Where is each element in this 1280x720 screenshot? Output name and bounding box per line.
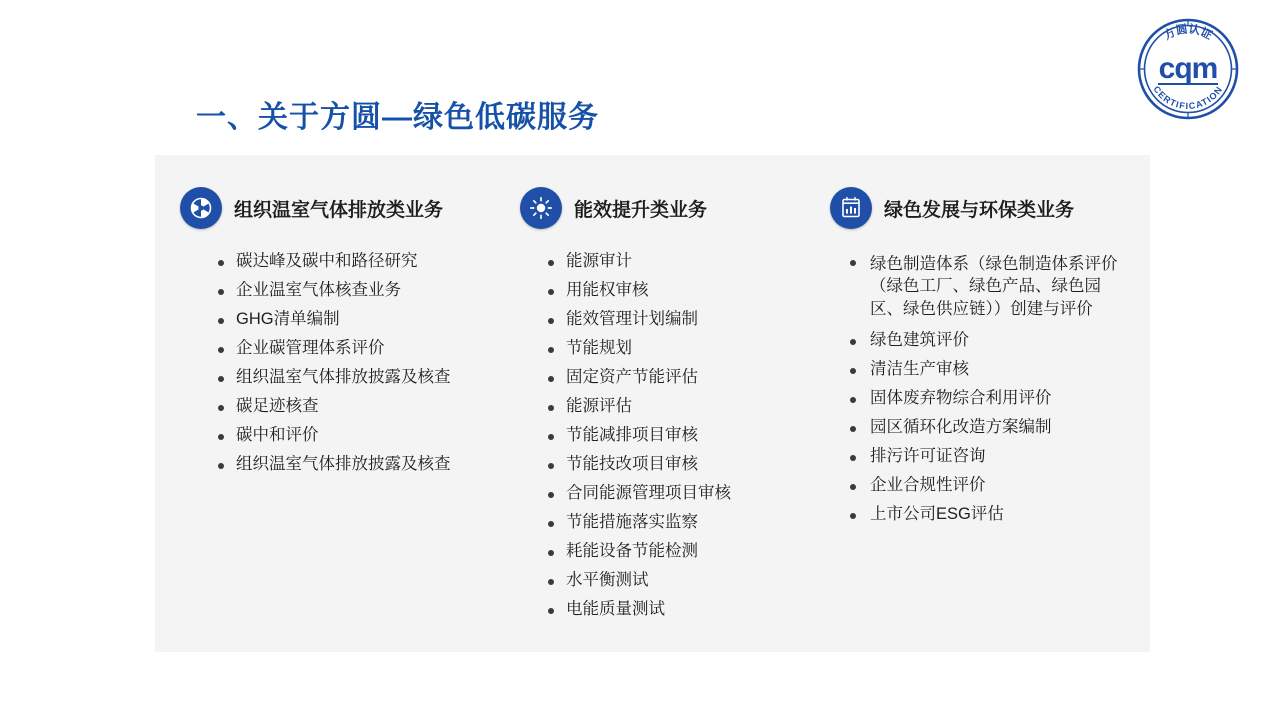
list-item: 固定资产节能评估 [548,369,820,386]
list-item: 用能权审核 [548,282,820,299]
list-item: 清洁生产审核 [850,361,1150,378]
list-item: 节能规划 [548,340,820,357]
list-item: 节能措施落实监察 [548,514,820,531]
list-item: 园区循环化改造方案编制 [850,419,1150,436]
service-column-greenhouse-gas [155,155,510,652]
svg-text:cqm: cqm [1158,52,1218,85]
services-panel [155,155,1150,652]
list-item: 绿色制造体系（绿色制造体系评价（绿色工厂、绿色产品、绿色园区、绿色供应链））创建与评价 [850,253,1118,320]
list-item: 能源审计 [548,253,820,270]
service-column-energy-efficiency [510,155,820,652]
service-list [218,253,510,473]
list-item: 节能减排项目审核 [548,427,820,444]
column-header [180,187,510,229]
cqm-logo [1124,8,1252,130]
svg-text:CERTIFICATION: CERTIFICATION [1151,84,1225,112]
list-item: 能源评估 [548,398,820,415]
list-item: 企业温室气体核查业务 [218,282,510,299]
svg-text:方圆认证: 方圆认证 [1162,23,1214,43]
list-item: 碳达峰及碳中和路径研究 [218,253,510,270]
list-item: 企业碳管理体系评价 [218,340,510,357]
factory-icon [830,187,872,229]
list-item: 上市公司ESG评估 [850,506,1150,523]
column-title: 绿色发展与环保类业务 [884,199,1075,221]
list-item: 水平衡测试 [548,572,820,589]
list-item: 固体废弃物综合利用评价 [850,390,1150,407]
service-list [548,253,820,618]
list-item: 耗能设备节能检测 [548,543,820,560]
list-item: 组织温室气体排放披露及核查 [218,456,510,473]
list-item: 电能质量测试 [548,601,820,618]
list-item: 能效管理计划编制 [548,311,820,328]
column-header [830,187,1150,229]
page-title: 一、关于方圆—绿色低碳服务 [196,101,599,134]
list-item: 节能技改项目审核 [548,456,820,473]
sun-icon [520,187,562,229]
column-title: 组织温室气体排放类业务 [234,199,444,221]
service-column-green-development [820,155,1150,652]
list-item: GHG清单编制 [218,311,510,328]
list-item: 合同能源管理项目审核 [548,485,820,502]
aperture-icon [180,187,222,229]
column-header [520,187,820,229]
list-item: 碳足迹核查 [218,398,510,415]
service-list [850,253,1150,523]
list-item: 企业合规性评价 [850,477,1150,494]
list-item: 绿色建筑评价 [850,332,1150,349]
column-title: 能效提升类业务 [574,199,708,221]
list-item: 排污许可证咨询 [850,448,1150,465]
list-item: 组织温室气体排放披露及核查 [218,369,510,386]
list-item: 碳中和评价 [218,427,510,444]
